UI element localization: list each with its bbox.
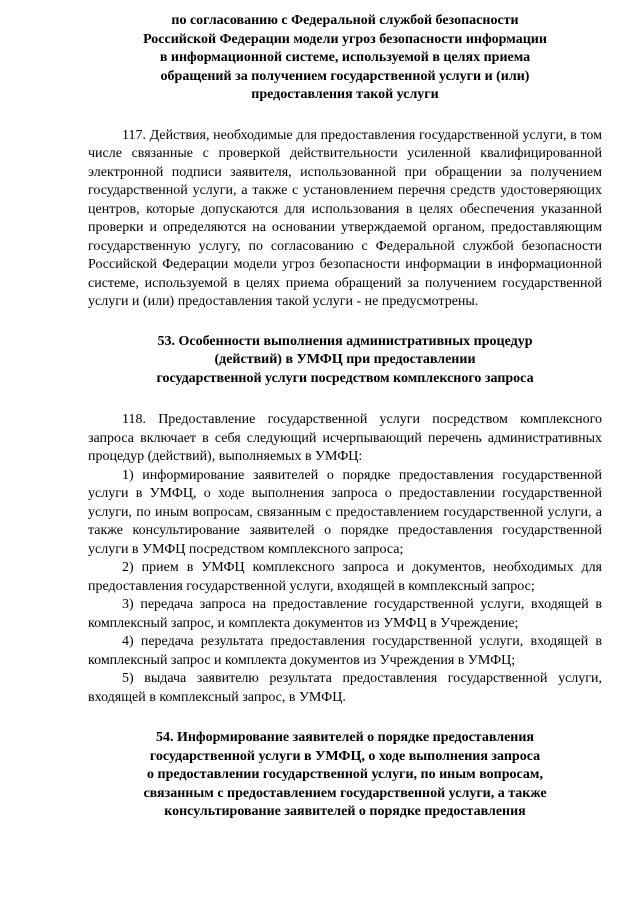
heading-line: Российской Федерации модели угроз безопасности информации — [143, 31, 547, 47]
section-heading-53 — [88, 333, 602, 389]
document-page — [88, 12, 602, 822]
heading-line: консультирование заявителей о порядке предоставления — [164, 804, 526, 819]
spacer — [88, 312, 602, 333]
spacer — [88, 105, 602, 127]
paragraph-118: 118. Предоставление государственной услуги посредством комплексного запроса включает в себя следующий исчерпывающий перечень административных процедур (действий), выполняемых в УМФЦ: — [88, 412, 602, 464]
spacer — [88, 707, 602, 729]
heading-line: государственной услуги посредством комплексного запроса — [156, 370, 534, 386]
spacer — [88, 388, 602, 411]
heading-line: связанным с предоставлением государственной услуги, а также — [143, 785, 547, 801]
section-heading-54 — [88, 729, 602, 822]
list-item-4: 4) передача результата предоставления государственной услуги, входящей в комплексный запрос и комплекта документов из Учреждения в УМФЦ; — [88, 634, 602, 668]
heading-line: о предоставлении государственной услуги, по иным вопросам, — [147, 767, 543, 782]
section-heading-continued — [88, 12, 602, 105]
list-item-3: 3) передача запроса на предоставление государственной услуги, входящей в комплексный запрос, и комплекта документов из УМФЦ в Учреждение; — [88, 597, 602, 631]
heading-line: государственной услуги в УМФЦ, о ходе выполнения запроса — [149, 748, 541, 764]
heading-line: (действий) в УМФЦ при предоставлении — [214, 352, 476, 367]
heading-line: обращений за получением государственной услуги и (или) — [160, 68, 530, 84]
heading-line: 54. Информирование заявителей о порядке предоставления — [155, 730, 535, 745]
list-item-1: 1) информирование заявителей о порядке предоставления государственной услуги в УМФЦ, о ходе выполнения запроса о предоставлении государственной услуги, по иным вопросам, связанным с предоставлением государственной услуги, а также консультирование заявителей о порядке предоставления государственной услуги в УМФЦ посредством комплексного запроса; — [88, 467, 602, 557]
heading-line: предоставления такой услуги — [251, 87, 439, 102]
heading-line: по согласованию с Федеральной службой безопасности — [171, 13, 519, 28]
paragraph-117: 117. Действия, необходимые для предоставления государственной услуги, в том числе связанные с проверкой действительности усиленной квалифицированной электронной подписи заявителя, использованной при обращении за получением государственной услуги, а также с установлением перечня средств удостоверяющих центров, которые допускаются для использования в целях обеспечения указанной проверки и определяются на основании утверждаемой органом, предоставляющим государственную услугу, по согласованию с Федеральной службой безопасности Российской Федерации модели угроз безопасности информации в информационной системе, используемой в целях приема обращений за получением государственной услуги и (или) предоставления такой услуги - не предусмотрены. — [88, 127, 602, 309]
heading-line: 53. Особенности выполнения административных процедур — [157, 333, 533, 349]
list-item-2: 2) прием в УМФЦ комплексного запроса и документов, необходимых для предоставления государственной услуги, входящей в комплексный запрос; — [88, 560, 602, 594]
list-item-5: 5) выдача заявителю результата предоставления государственной услуги, входящей в комплексный запрос, в УМФЦ. — [88, 671, 602, 705]
heading-line: в информационной системе, используемой в целях приема — [159, 50, 531, 65]
